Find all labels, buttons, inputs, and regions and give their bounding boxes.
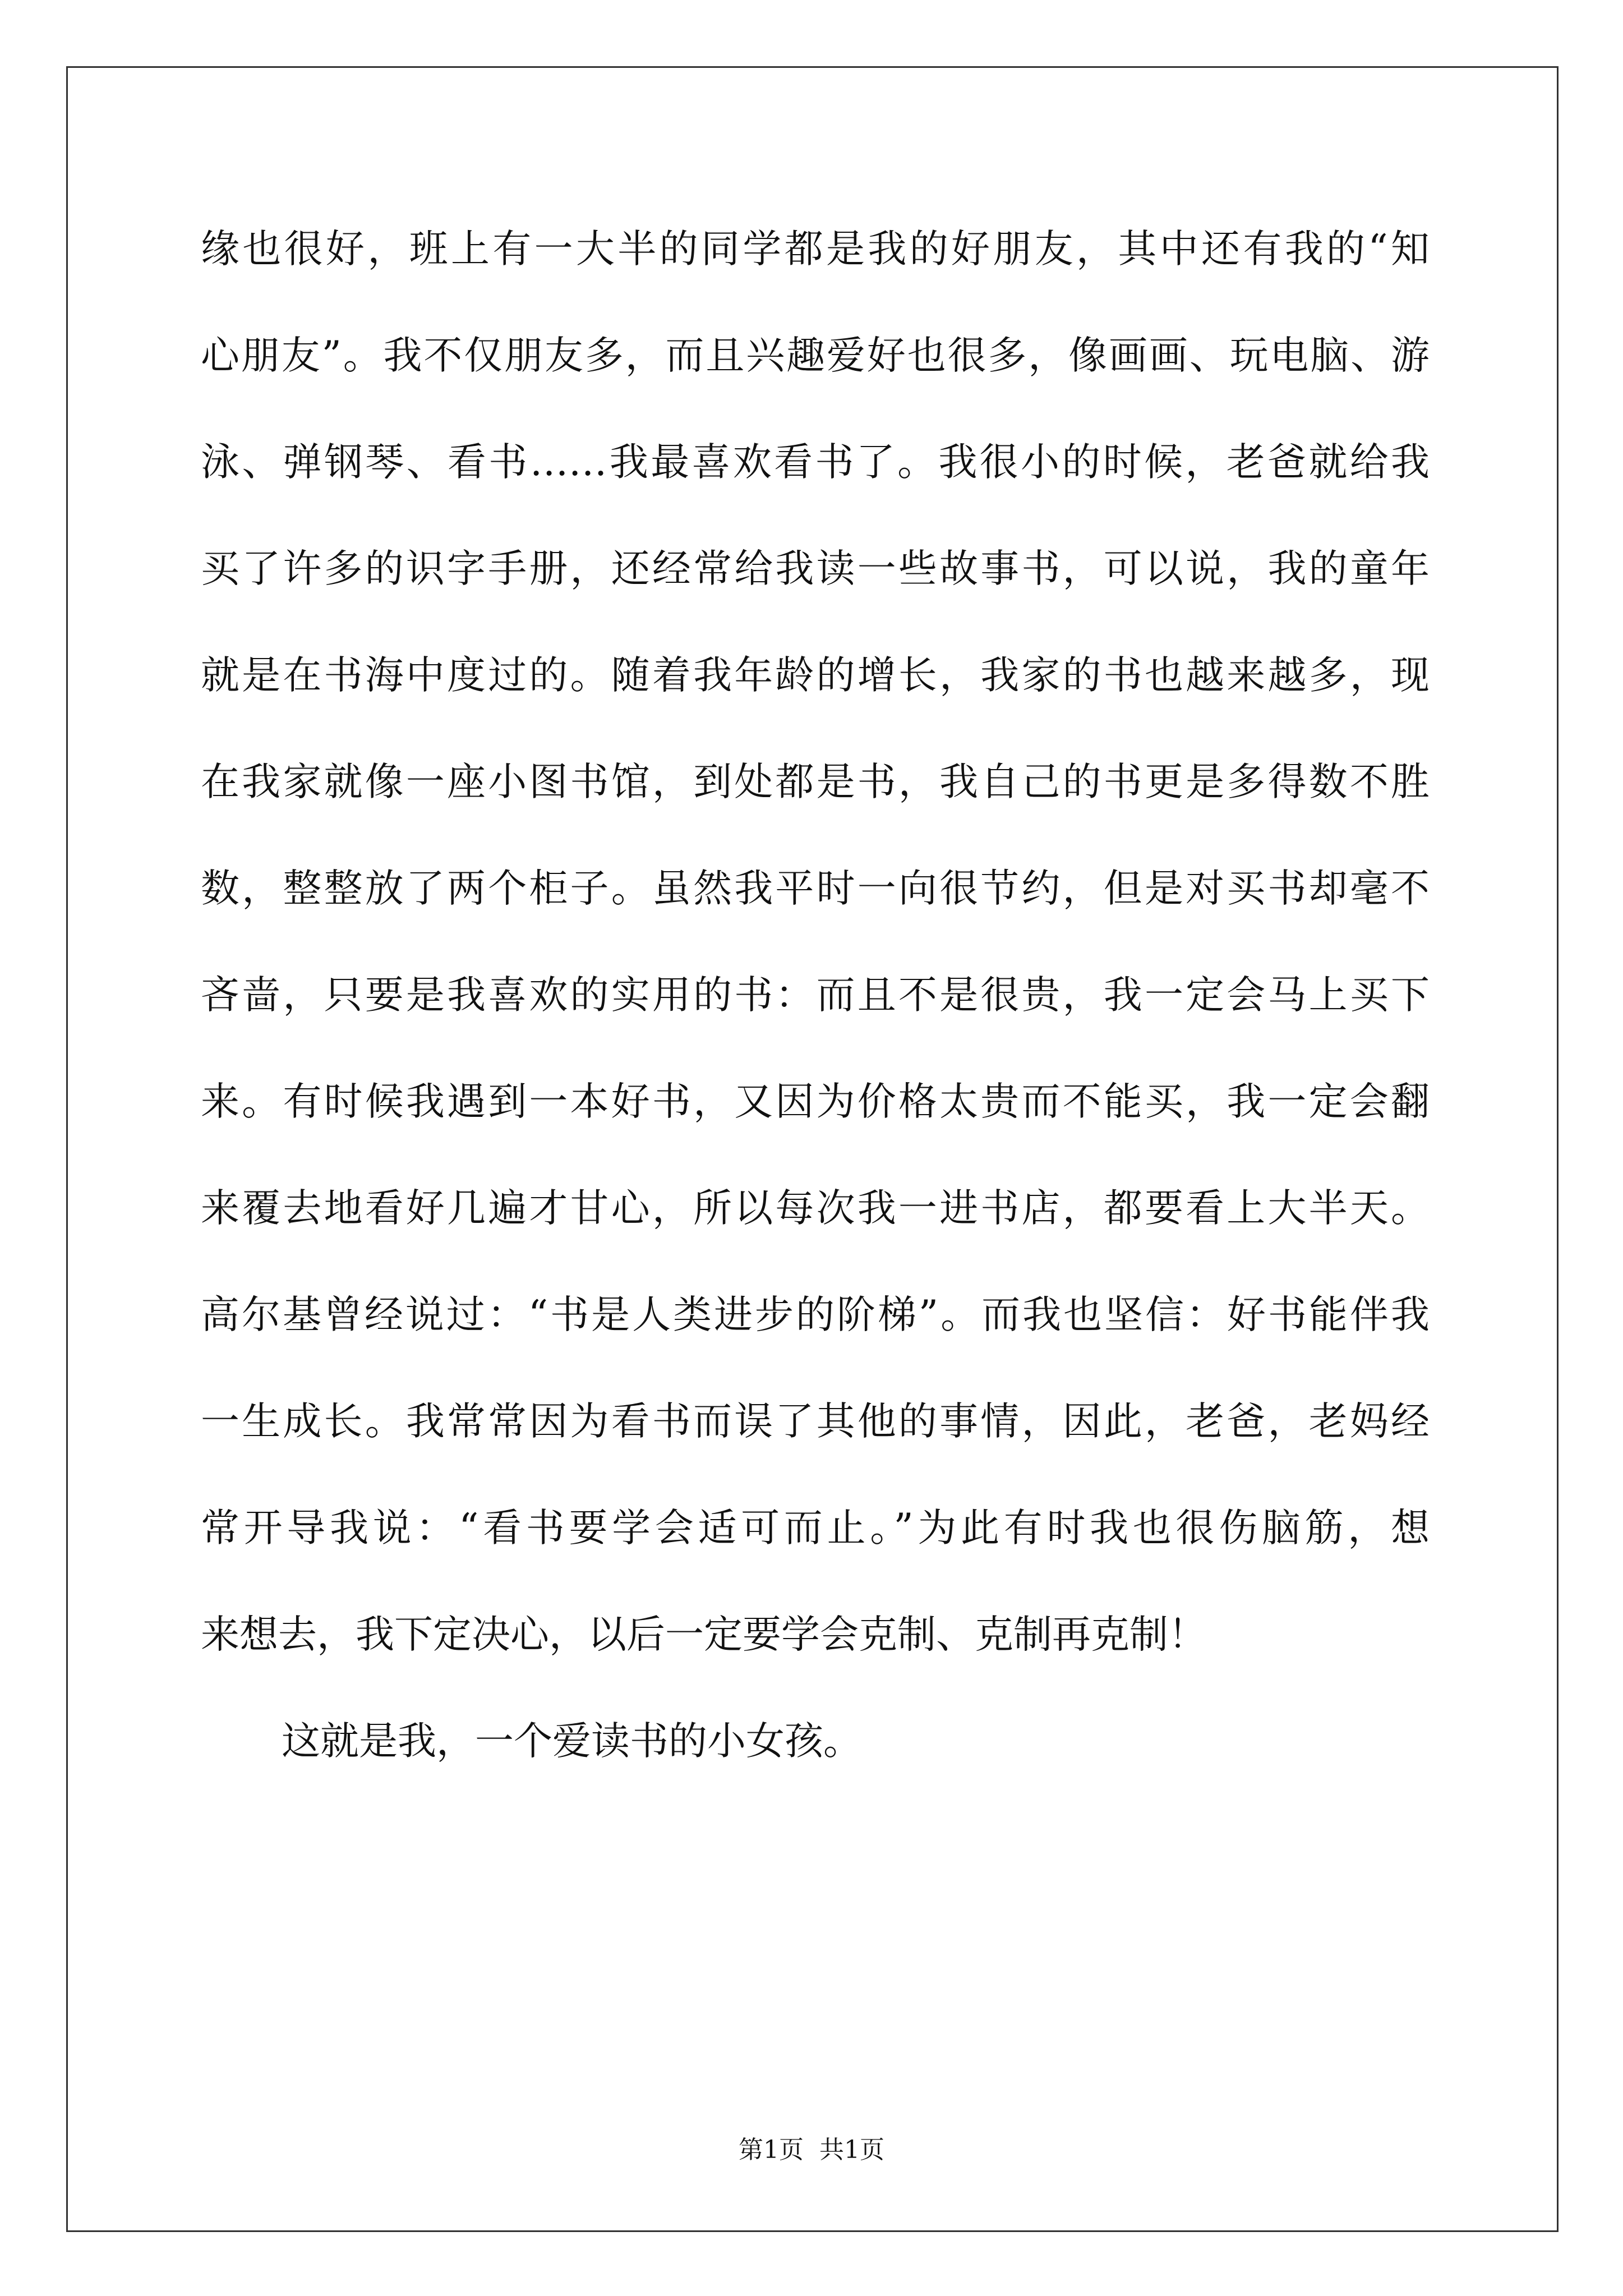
paragraph-line: 来覆去地看好几遍才甘心，所以每次我一进书店，都要看上大半天。 (201, 1186, 1430, 1231)
paragraph-line: 就是在书海中度过的。随着我年龄的增长，我家的书也越来越多，现 (201, 653, 1430, 698)
page-number-footer: 第1页 共1页 (739, 2136, 884, 2164)
paragraph-line: 高尔基曾经说过：“书是人类进步的阶梯”。而我也坚信：好书能伴我 (201, 1292, 1430, 1337)
paragraph-line: 买了许多的识字手册，还经常给我读一些故事书，可以说，我的童年 (201, 546, 1430, 591)
paragraph-last-line: 来想去，我下定决心，以后一定要学会克制、克制再克制！ (201, 1612, 1207, 1657)
document-body (201, 196, 1430, 1795)
closing-paragraph: 这就是我，一个爱读书的小女孩。 (282, 1719, 862, 1764)
paragraph-line: 在我家就像一座小图书馆，到处都是书，我自己的书更是多得数不胜 (201, 760, 1430, 804)
paragraph-line: 泳、弹钢琴、看书……我最喜欢看书了。我很小的时候，老爸就给我 (201, 440, 1430, 485)
paragraph-line: 一生成长。我常常因为看书而误了其他的事情，因此，老爸，老妈经 (201, 1399, 1430, 1444)
paragraph-line: 心朋友”。我不仅朋友多，而且兴趣爱好也很多，像画画、玩电脑、游 (201, 333, 1430, 378)
paragraph-line: 缘也很好，班上有一大半的同学都是我的好朋友，其中还有我的“知 (201, 227, 1430, 272)
paragraph-line: 数，整整放了两个柜子。虽然我平时一向很节约，但是对买书却毫不 (201, 866, 1430, 911)
paragraph-line: 来。有时候我遇到一本好书，又因为价格太贵而不能买，我一定会翻 (201, 1079, 1430, 1124)
paragraph-line: 常开导我说：“看书要学会适可而止。”为此有时我也很伤脑筋，想 (201, 1506, 1430, 1550)
paragraph-line: 吝啬，只要是我喜欢的实用的书：而且不是很贵，我一定会马上买下 (201, 973, 1430, 1018)
